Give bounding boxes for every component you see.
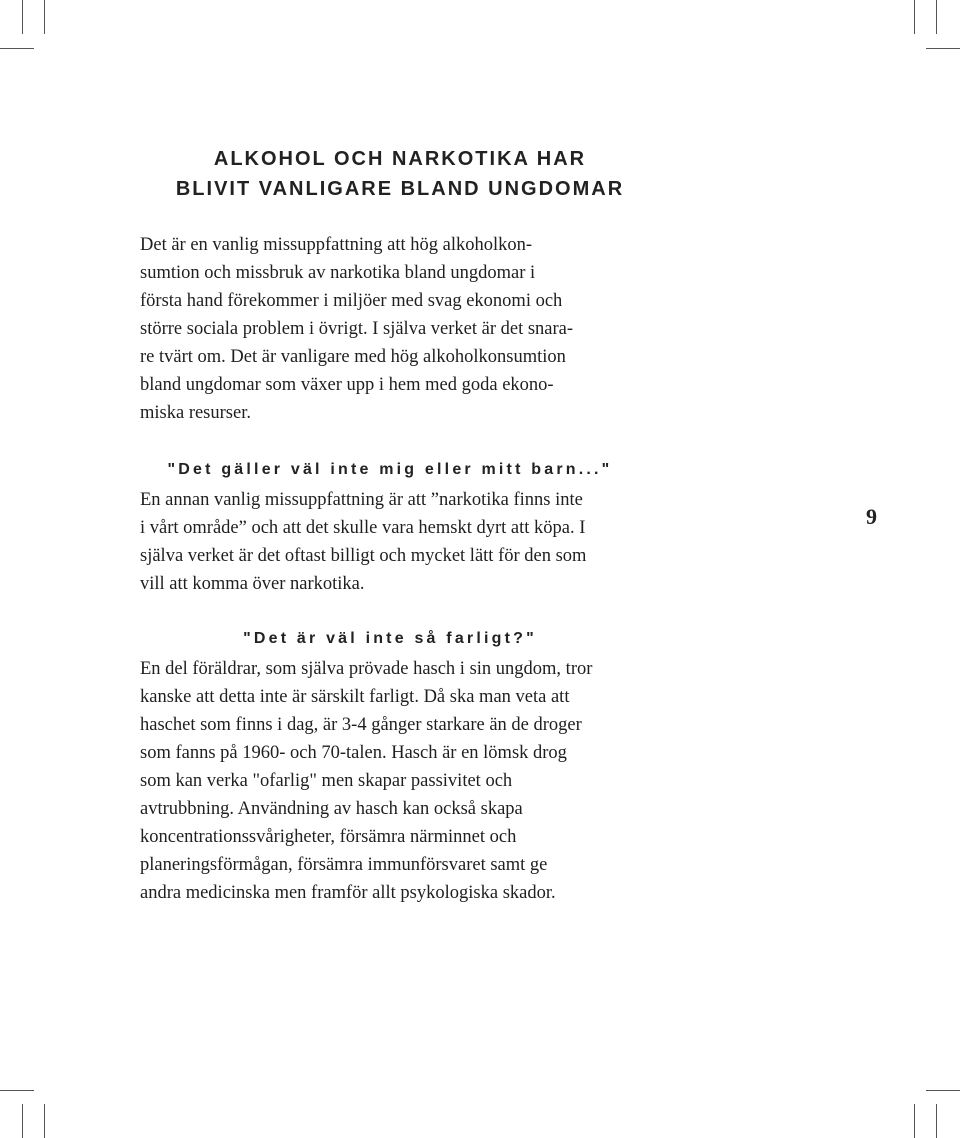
paragraph-line: Det är en vanlig missuppfattning att hög alkoholkon- — [140, 235, 533, 255]
paragraph-line: avtrubbning. Användning av hasch kan också skapa — [140, 799, 523, 819]
paragraph-line: större sociala problem i övrigt. I själva verket är det snara- — [140, 319, 574, 339]
intro-paragraph — [140, 231, 640, 427]
page-heading — [140, 144, 660, 204]
paragraph-line: koncentrationssvårigheter, försämra närminnet och — [140, 827, 517, 847]
crop-mark — [0, 1090, 34, 1091]
crop-mark — [0, 48, 34, 49]
paragraph-line: andra medicinska men framför allt psykologiska skador. — [140, 883, 556, 903]
paragraph-line: bland ungdomar som växer upp i hem med goda ekono- — [140, 375, 554, 395]
heading-line: BLIVIT VANLIGARE BLAND UNGDOMAR — [175, 178, 625, 200]
paragraph-line: En annan vanlig missuppfattning är att ”narkotika finns inte — [140, 490, 583, 510]
paragraph-line: som kan verka "ofarlig" men skapar passivitet och — [140, 771, 513, 791]
page-number: 9 — [866, 504, 877, 529]
paragraph-line: sumtion och missbruk av narkotika bland ungdomar i — [140, 263, 536, 283]
crop-mark — [936, 0, 937, 34]
paragraph-line: En del föräldrar, som själva prövade hasch i sin ungdom, tror — [140, 659, 593, 679]
paragraph-line: miska resurser. — [140, 403, 251, 423]
paragraph-line: haschet som finns i dag, är 3-4 gånger starkare än de droger — [140, 715, 582, 735]
paragraph-line: i vårt område” och att det skulle vara hemskt dyrt att köpa. I — [140, 518, 586, 538]
crop-mark — [936, 1104, 937, 1138]
heading-line: ALKOHOL OCH NARKOTIKA HAR — [213, 148, 587, 170]
paragraph-line: planeringsförmågan, försämra immunförsvaret samt ge — [140, 855, 548, 875]
paragraph-line: som fanns på 1960- och 70-talen. Hasch är en lömsk drog — [140, 743, 567, 763]
crop-mark — [22, 0, 23, 34]
paragraph-line: första hand förekommer i miljöer med svag ekonomi och — [140, 291, 563, 311]
paragraph-line: själva verket är det oftast billigt och mycket lätt för den som — [140, 546, 587, 566]
subheading-dangerous: "Det är väl inte så farligt?" — [243, 630, 537, 647]
subheading-my-child: "Det gäller väl inte mig eller mitt barn..." — [167, 461, 613, 478]
cost-paragraph — [140, 486, 640, 598]
paragraph-line: vill att komma över narkotika. — [140, 574, 365, 594]
crop-mark — [926, 48, 960, 49]
paragraph-line: kanske att detta inte är särskilt farligt. Då ska man veta att — [140, 687, 570, 707]
crop-mark — [44, 0, 45, 34]
crop-mark — [22, 1104, 23, 1138]
crop-mark — [914, 0, 915, 34]
crop-mark — [926, 1090, 960, 1091]
hash-paragraph — [140, 655, 640, 907]
crop-mark — [914, 1104, 915, 1138]
crop-mark — [44, 1104, 45, 1138]
paragraph-line: re tvärt om. Det är vanligare med hög alkoholkonsumtion — [140, 347, 566, 367]
